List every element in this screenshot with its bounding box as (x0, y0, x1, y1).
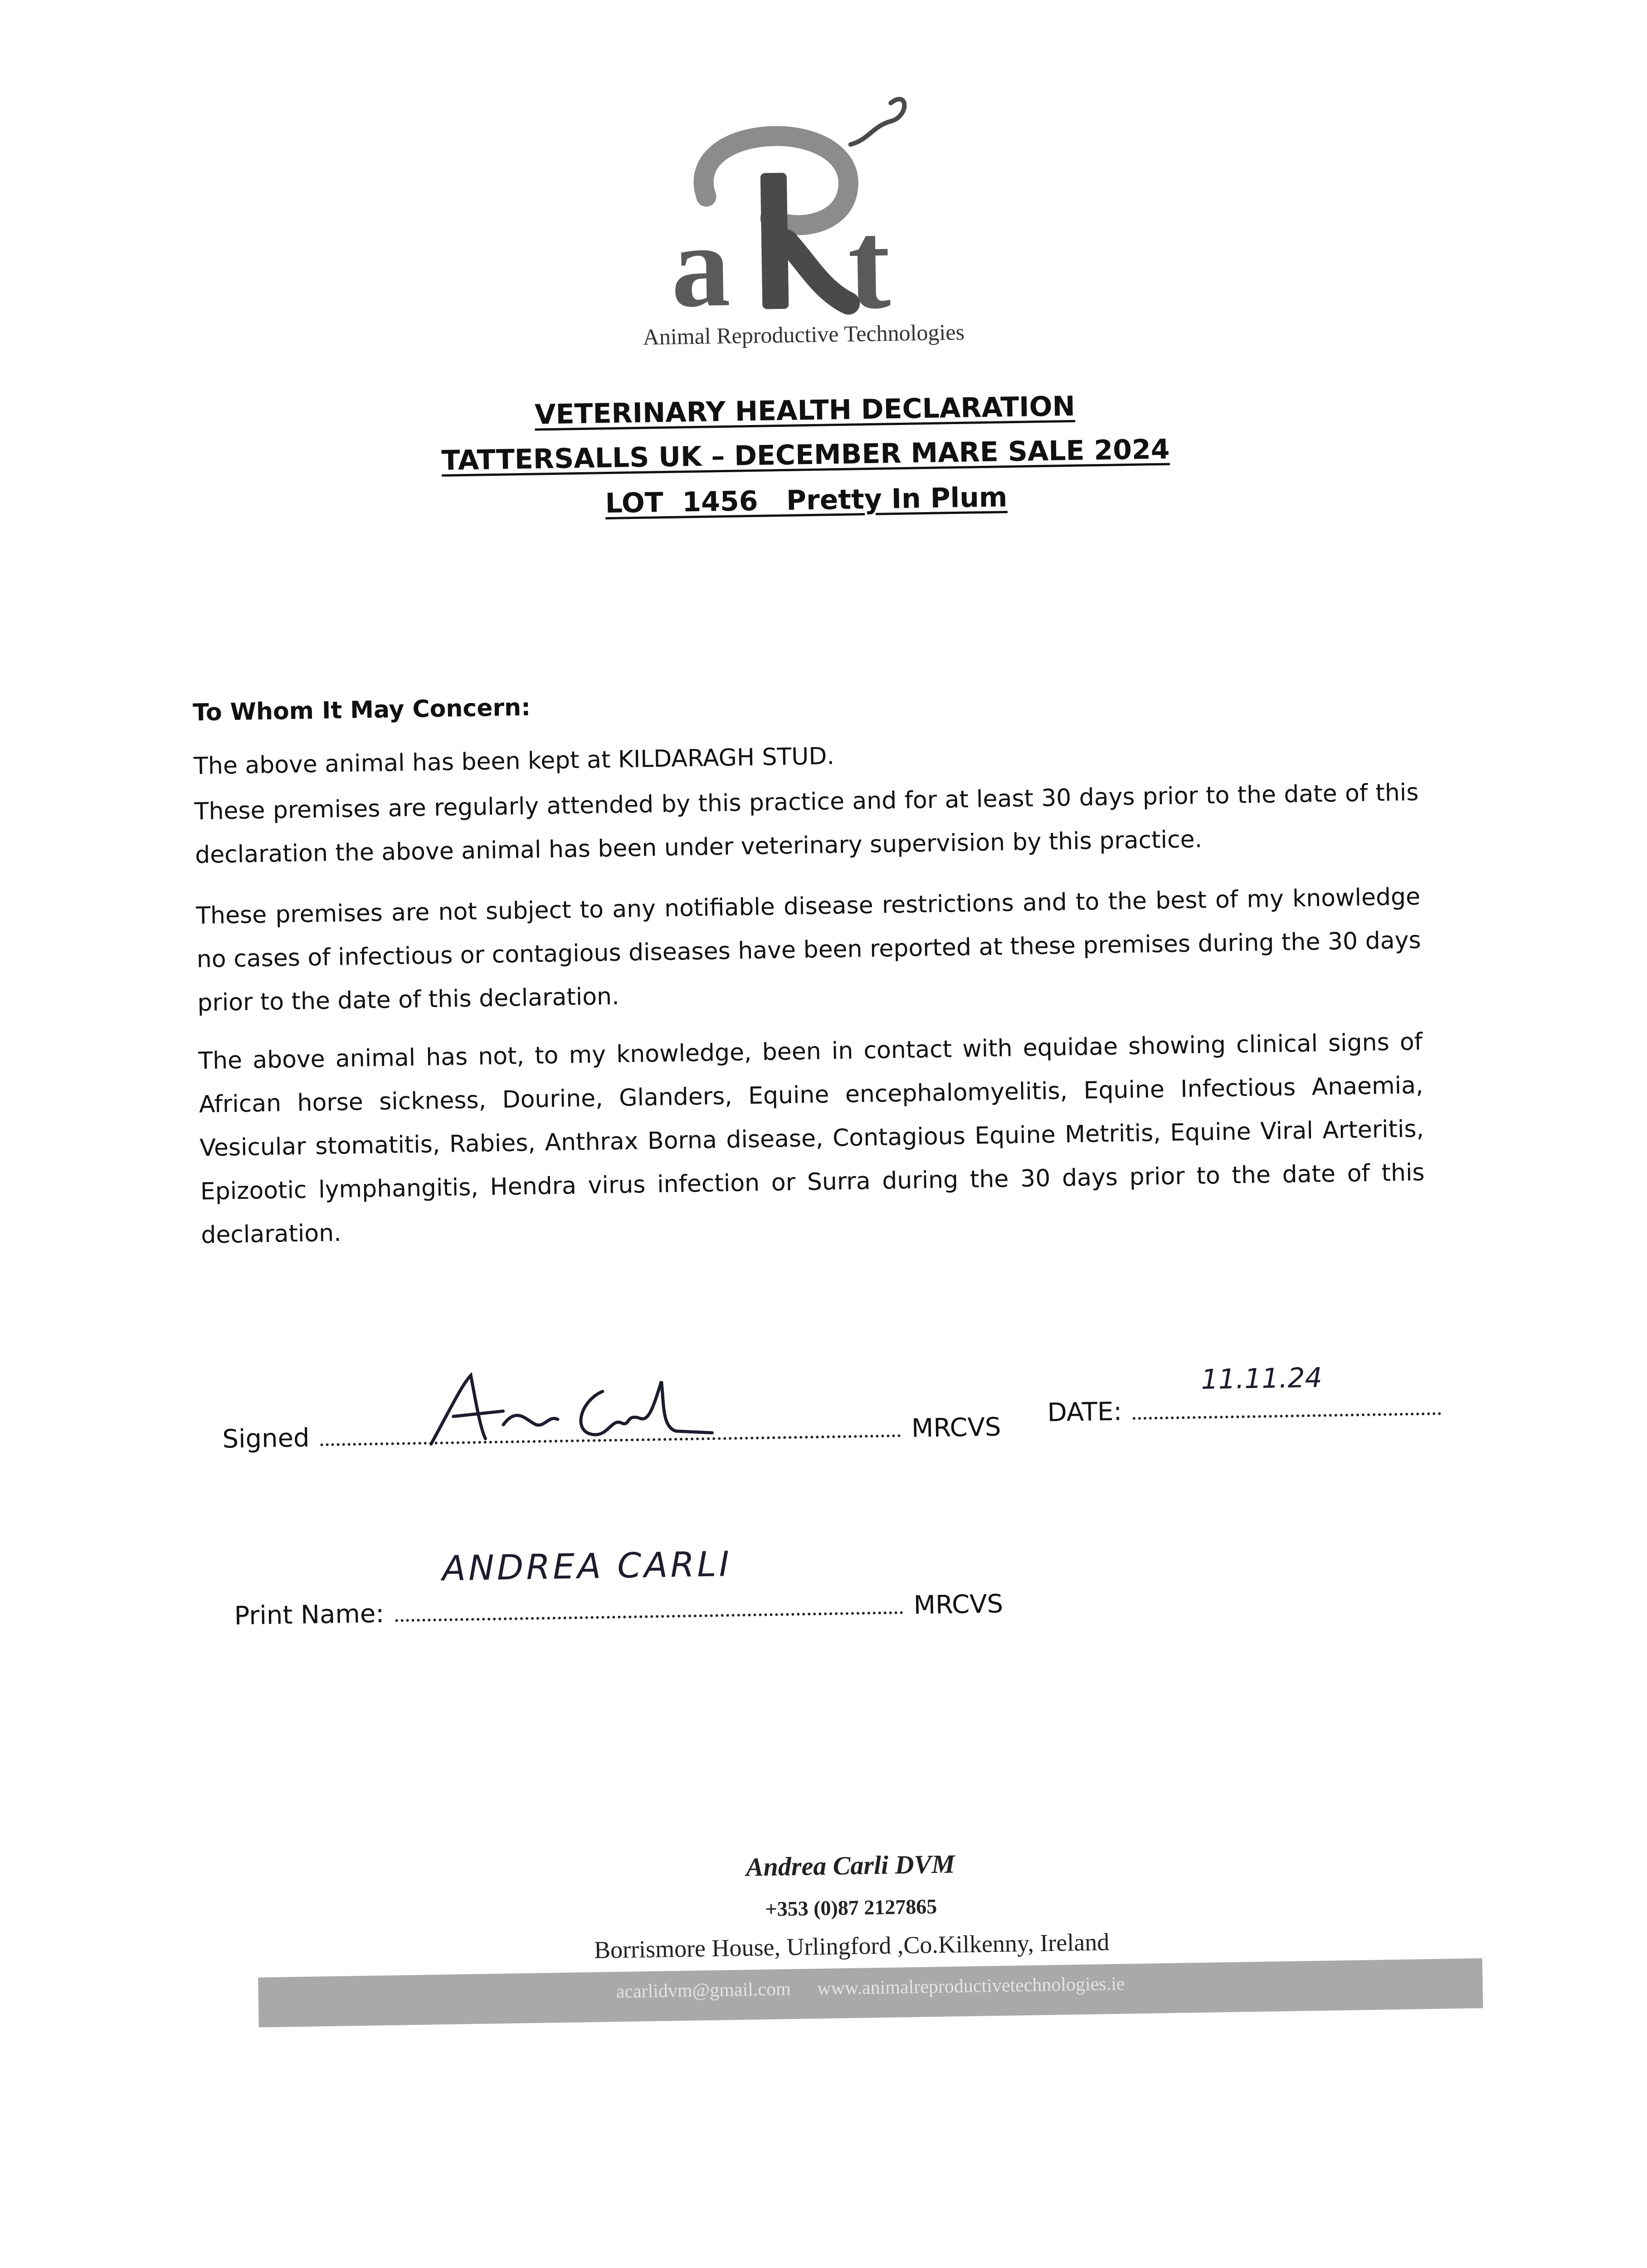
print-name-value: ANDREA CARLI (442, 1544, 732, 1589)
date-line (1133, 1408, 1441, 1420)
print-name-line (395, 1607, 903, 1622)
logo-tagline: Animal Reproductive Technologies (643, 319, 965, 350)
print-name-row (234, 1589, 1004, 1631)
date-value: 11.11.24 (1201, 1362, 1323, 1396)
footer-name: Andrea Carli DVM (746, 1849, 955, 1882)
handwritten-signature (412, 1353, 731, 1458)
footer-phone: +353 (0)87 2127865 (765, 1895, 937, 1921)
signed-mrcvs-label: MRCVS (911, 1412, 1001, 1443)
title-line-3: LOT 1456 Pretty In Plum (605, 481, 1008, 520)
logo-letter-a: a (670, 200, 731, 332)
paragraph-supervision: These premises are regularly attended by this practice and for at least 30 days prior to the date of this declaration the above animal has been under veterinary supervision by this practice. (194, 779, 1419, 869)
greeting: To Whom It May Concern: (192, 694, 531, 727)
footer-email: acarlidvm@gmail.com (616, 1979, 791, 2003)
date-label: DATE: (1047, 1397, 1122, 1428)
paragraph-contact: The above animal has not, to my knowledge, been in contact with equidae showing clinical signs of African horse sickness, Dourine, Glanders, Equine encephalomyelitis, Equine Infectious Anaemia, Vesicular stomatitis, Rabies, Anthrax Borna disease, Contagious Equine Metritis, Equine Viral Arteritis, Epizootic lymphangitis, Hendra virus infection or Surra during the 30 days prior to the date of this declaration. (198, 1028, 1425, 1249)
title-line-1: VETERINARY HEALTH DECLARATION (534, 390, 1076, 431)
title-line-2: TATTERSALLS UK – DECEMBER MARE SALE 2024 (441, 433, 1170, 477)
footer-website: www.animalreproductivetechnologies.ie (817, 1973, 1125, 1999)
footer-contact-bar (258, 1958, 1483, 2027)
art-logo (655, 89, 931, 338)
signed-label: Signed (222, 1423, 310, 1454)
print-mrcvs-label: MRCVS (913, 1589, 1004, 1620)
date-row (1047, 1392, 1444, 1427)
paragraph-kept-at: The above animal has been kept at KILDARAGH STUD. (193, 743, 835, 780)
logo-letter-t: t (847, 194, 892, 336)
footer-address: Borrismore House, Urlingford ,Co.Kilkenny, Ireland (594, 1928, 1110, 1964)
print-name-label: Print Name: (234, 1599, 385, 1631)
paragraph-restrictions: These premises are not subject to any notifiable disease restrictions and to the best of my knowledge no cases of infectious or contagious diseases have been reported at these premises during the 30 days prior to the date of this declaration. (195, 883, 1421, 1017)
